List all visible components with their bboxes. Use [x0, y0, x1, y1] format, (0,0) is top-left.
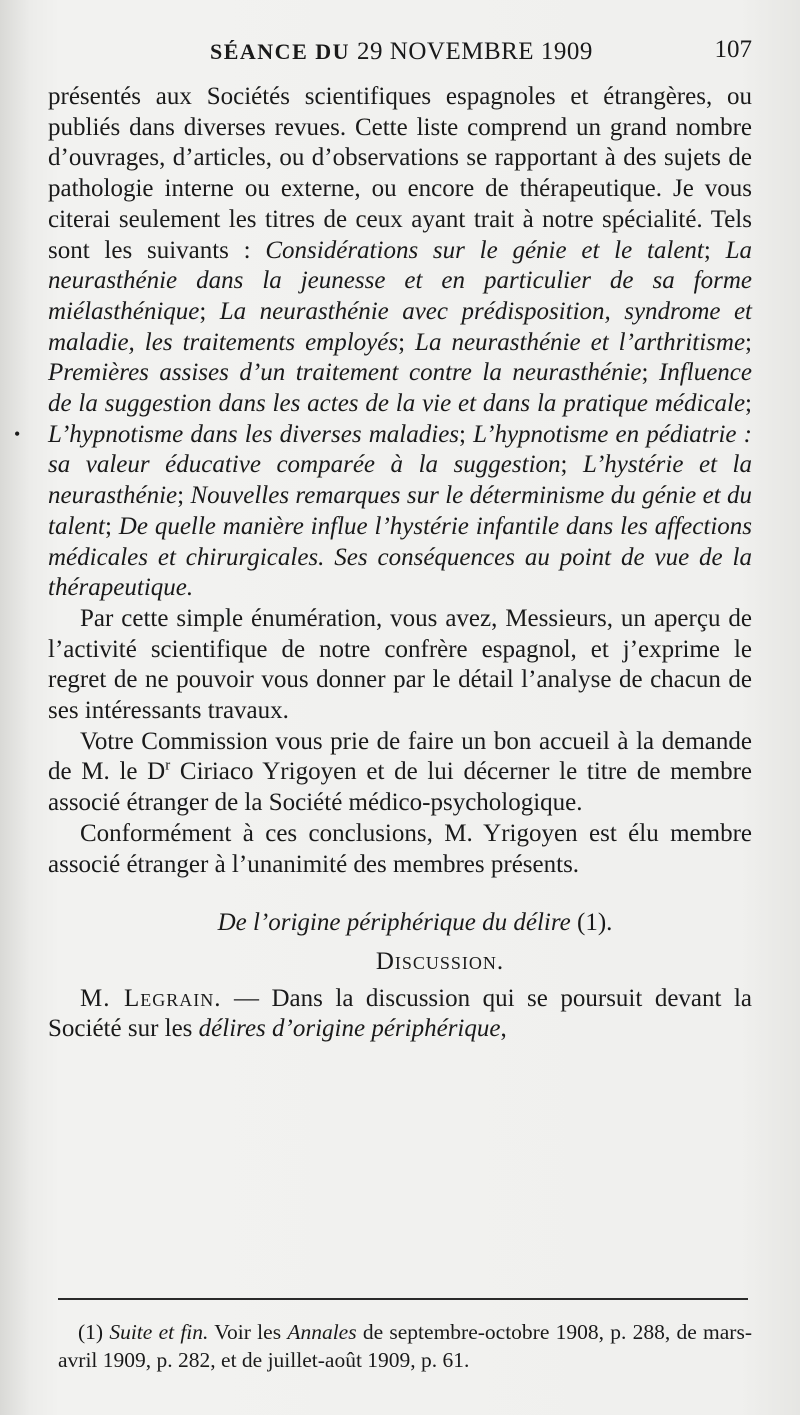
italic-phrase: délires d’origine périphérique	[198, 1015, 501, 1043]
work-title: De quelle manière influe l’hystérie infantile dans les affections médicales et chirurgicales. Ses conséquences au point de vue de la thérapeutique.	[48, 512, 752, 602]
footnote-reference: (1).	[577, 909, 613, 937]
work-title: Considérations sur le génie et le talent	[265, 236, 704, 264]
section-title-text: De l’origine périphérique du délire	[217, 909, 571, 937]
footnote	[58, 1318, 752, 1374]
main-text	[48, 82, 752, 1045]
footnote-marker: (1)	[78, 1320, 110, 1344]
journal-title: Annales	[287, 1320, 357, 1344]
paragraph-enumeration: Par cette simple énumération, vous avez, Messieurs, un aperçu de l’activité scientifique de notre confrère espagnol, et j’exprime le regret de ne pouvoir vous donner par le détail l’analyse de chacun de ses intéressants travaux.	[48, 604, 752, 725]
running-title-text: SÉANCE DU	[210, 39, 351, 64]
work-title: L’hystérie et la neurasthénie	[48, 451, 752, 510]
work-title: La neurasthénie dans la jeunesse et en particulier de sa forme miélasthénique	[48, 236, 753, 325]
work-title: La neurasthénie et l’arthritisme	[415, 328, 746, 356]
work-title: L’hypnotisme dans les diverses maladies	[48, 420, 460, 448]
section-title	[48, 908, 752, 939]
paragraph-text: présentés aux Sociétés scientifiques espagnoles et étrangères, ou publiés dans diverses revues. Cette liste comprend un grand nombre d’ouvrages, d’articles, ou d’observations se rapportant à des sujets de pathologie interne ou externe, ou encore de thérapeutique. Je vous citerai seulement les titres de ceux ayant trait à notre spécialité. Tels sont les suivants :	[48, 83, 752, 264]
running-title-date: 29 NOVEMBRE 1909	[357, 38, 593, 65]
work-title: L’hypnotisme en pédiatrie : sa valeur éducative comparée à la suggestion	[48, 420, 752, 479]
footnote-text	[58, 1318, 752, 1374]
running-title	[210, 38, 593, 66]
work-title: La neurasthénie avec prédisposition, syndrome et maladie, les traitements employés	[48, 297, 752, 356]
running-header	[60, 34, 752, 74]
paragraph-text: Ciriaco Yrigoyen et de lui décerner le titre de membre associé étranger de la Société médico-psychologique.	[48, 758, 753, 817]
work-title: Nouvelles remarques sur le déterminisme du génie et du talent	[48, 482, 752, 540]
speaker-name: M. Legrain.	[80, 984, 222, 1012]
footnote-divider	[58, 1298, 748, 1300]
page-number: 107	[714, 36, 752, 63]
work-title: Premières assises d’un traitement contre la neurasthénie	[48, 359, 642, 387]
paragraph-commission	[48, 727, 752, 819]
superscript: r	[165, 758, 171, 775]
footnote-body: de septembre-octobre 1908, p. 288, de mars-avril 1909, p. 282, et de juillet-août 1909, p. 61.	[58, 1320, 752, 1372]
paragraph-conclusion: Conformément à ces conclusions, M. Yrigoyen est élu membre associé étranger à l’unanimité des membres présents.	[48, 819, 752, 878]
section-subtitle: Discussion.	[375, 947, 505, 975]
paragraph-text: — Dans la discussion qui se poursuit devant la Société sur les	[48, 984, 752, 1043]
paragraph-titles-list: présentés aux Sociétés scientifiques espagnoles et étrangères, ou publiés dans diverses revues. Cette liste comprend un grand nombre d’ouvrages, d’articles, ou d’observations se rapportant à des sujets de pathologie interne ou externe, ou encore de thérapeutique. Je vous citerai seulement les titres de ceux ayant trait à notre spécialité. Tels sont les suivants : Considérations sur le génie et le talent; La neurasthénie dans la jeunesse et en particulier de sa forme miélasthénique; La neurasthénie avec prédisposition, syndrome et maladie, les traitements employés; La neurasthénie et l’arthritisme; Premières assises d’un traitement contre la neurasthénie; Influence de la suggestion dans les actes de la vie et dans la pratique médicale; L’hypnotisme dans les diverses maladies; L’hypnotisme en pédiatrie : sa valeur éducative comparée à la suggestion; L’hystérie et la neurasthénie; Nouvelles remarques sur le déterminisme du génie et du talent; De quelle manière influe l’hystérie infantile dans les affections médicales et chirurgicales. Ses conséquences au point de vue de la thérapeutique.	[48, 83, 753, 602]
footnote-italic: Suite et fin.	[109, 1320, 209, 1344]
paragraph-text: ,	[500, 1015, 507, 1043]
footnote-body: Voir les	[208, 1320, 288, 1344]
paragraph-discussion	[48, 984, 752, 1045]
work-title: Influence de la suggestion dans les actes de la vie et dans la pratique médicale	[48, 359, 752, 418]
margin-dot: •	[14, 424, 21, 444]
paragraph-text: Votre Commission vous prie de faire un bon accueil à la demande de M. le D	[48, 727, 752, 786]
